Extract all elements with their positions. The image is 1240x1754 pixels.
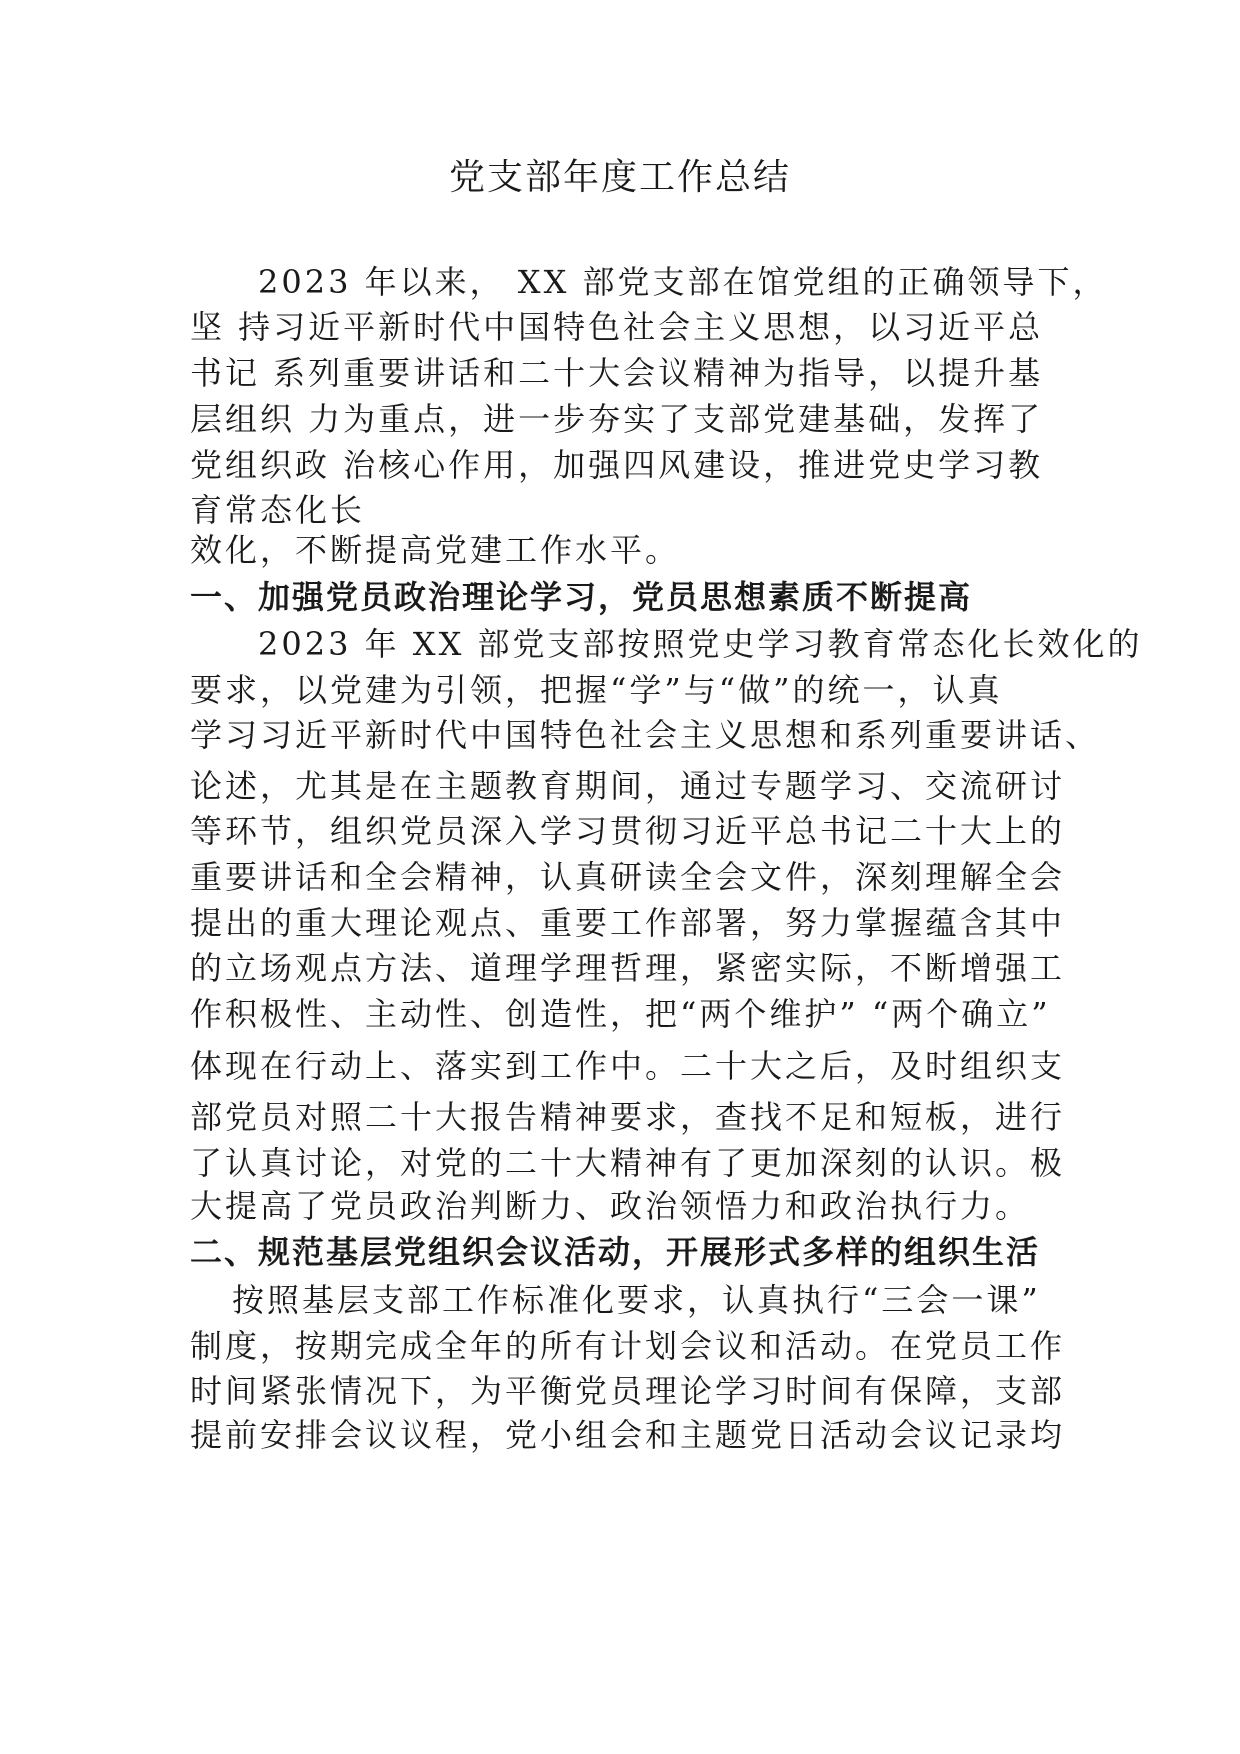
- body-line: 大提高了党员政治判断力、政治领悟力和政治执行力。: [190, 1187, 1031, 1225]
- body-line: 等环节，组织党员深入学习贯彻习近平总书记二十大上的: [190, 812, 1066, 850]
- intro-line: 育常态化长: [190, 491, 366, 529]
- body-line: 制度，按期完成全年的所有计划会议和活动。在党员工作: [190, 1327, 1066, 1365]
- body-line: 作积极性、主动性、创造性，把“两个维护” “两个确立”: [190, 995, 1051, 1033]
- intro-line: 党组织政 治核心作用，加强四风建设，推进党史学习教: [190, 446, 1044, 484]
- intro-line: 书记 系列重要讲话和二十大会议精神为指导，以提升基: [190, 354, 1044, 392]
- intro-line: 效化，不断提高党建工作水平。: [190, 531, 681, 569]
- body-line: 体现在行动上、落实到工作中。二十大之后，及时组织支: [190, 1047, 1066, 1085]
- body-line: 提前安排会议议程，党小组会和主题党日活动会议记录均: [190, 1416, 1066, 1454]
- intro-line: 层组织 力为重点，进一步夯实了支部党建基础，发挥了: [190, 400, 1044, 438]
- body-line: 部党员对照二十大报告精神要求，查找不足和短板，进行: [190, 1098, 1066, 1136]
- body-line: 了认真讨论，对党的二十大精神有了更加深刻的认识。极: [190, 1144, 1066, 1182]
- body-line: 提出的重大理论观点、重要工作部署，努力掌握蕴含其中: [190, 904, 1066, 942]
- body-line: 2023 年 XX 部党支部按照党史学习教育常态化长效化的: [258, 625, 1143, 663]
- document-title: 党支部年度工作总结: [448, 157, 791, 198]
- intro-line: 坚 持习近平新时代中国特色社会主义思想，以习近平总: [190, 308, 1044, 346]
- body-line: 时间紧张情况下，为平衡党员理论学习时间有保障，支部: [190, 1372, 1066, 1410]
- section-heading: 二、规范基层党组织会议活动，开展形式多样的组织生活: [190, 1233, 1041, 1271]
- body-line: 要求，以党建为引领，把握“学”与“做”的统一，认真: [190, 671, 1003, 709]
- body-line: 重要讲话和全会精神，认真研读全会文件，深刻理解全会: [190, 858, 1066, 896]
- body-line: 按照基层支部工作标准化要求，认真执行“三会一课”: [232, 1281, 1041, 1319]
- body-line: 论述，尤其是在主题教育期间，通过专题学习、交流研讨: [190, 767, 1066, 805]
- intro-line: 2023 年以来， XX 部党支部在馆党组的正确领导下，: [258, 263, 1108, 301]
- section-heading: 一、加强党员政治理论学习，党员思想素质不断提高: [190, 578, 973, 616]
- body-line: 的立场观点方法、道理学理哲理，紧密实际，不断增强工: [190, 949, 1066, 987]
- body-line: 学习习近平新时代中国特色社会主义思想和系列重要讲话、: [190, 716, 1101, 754]
